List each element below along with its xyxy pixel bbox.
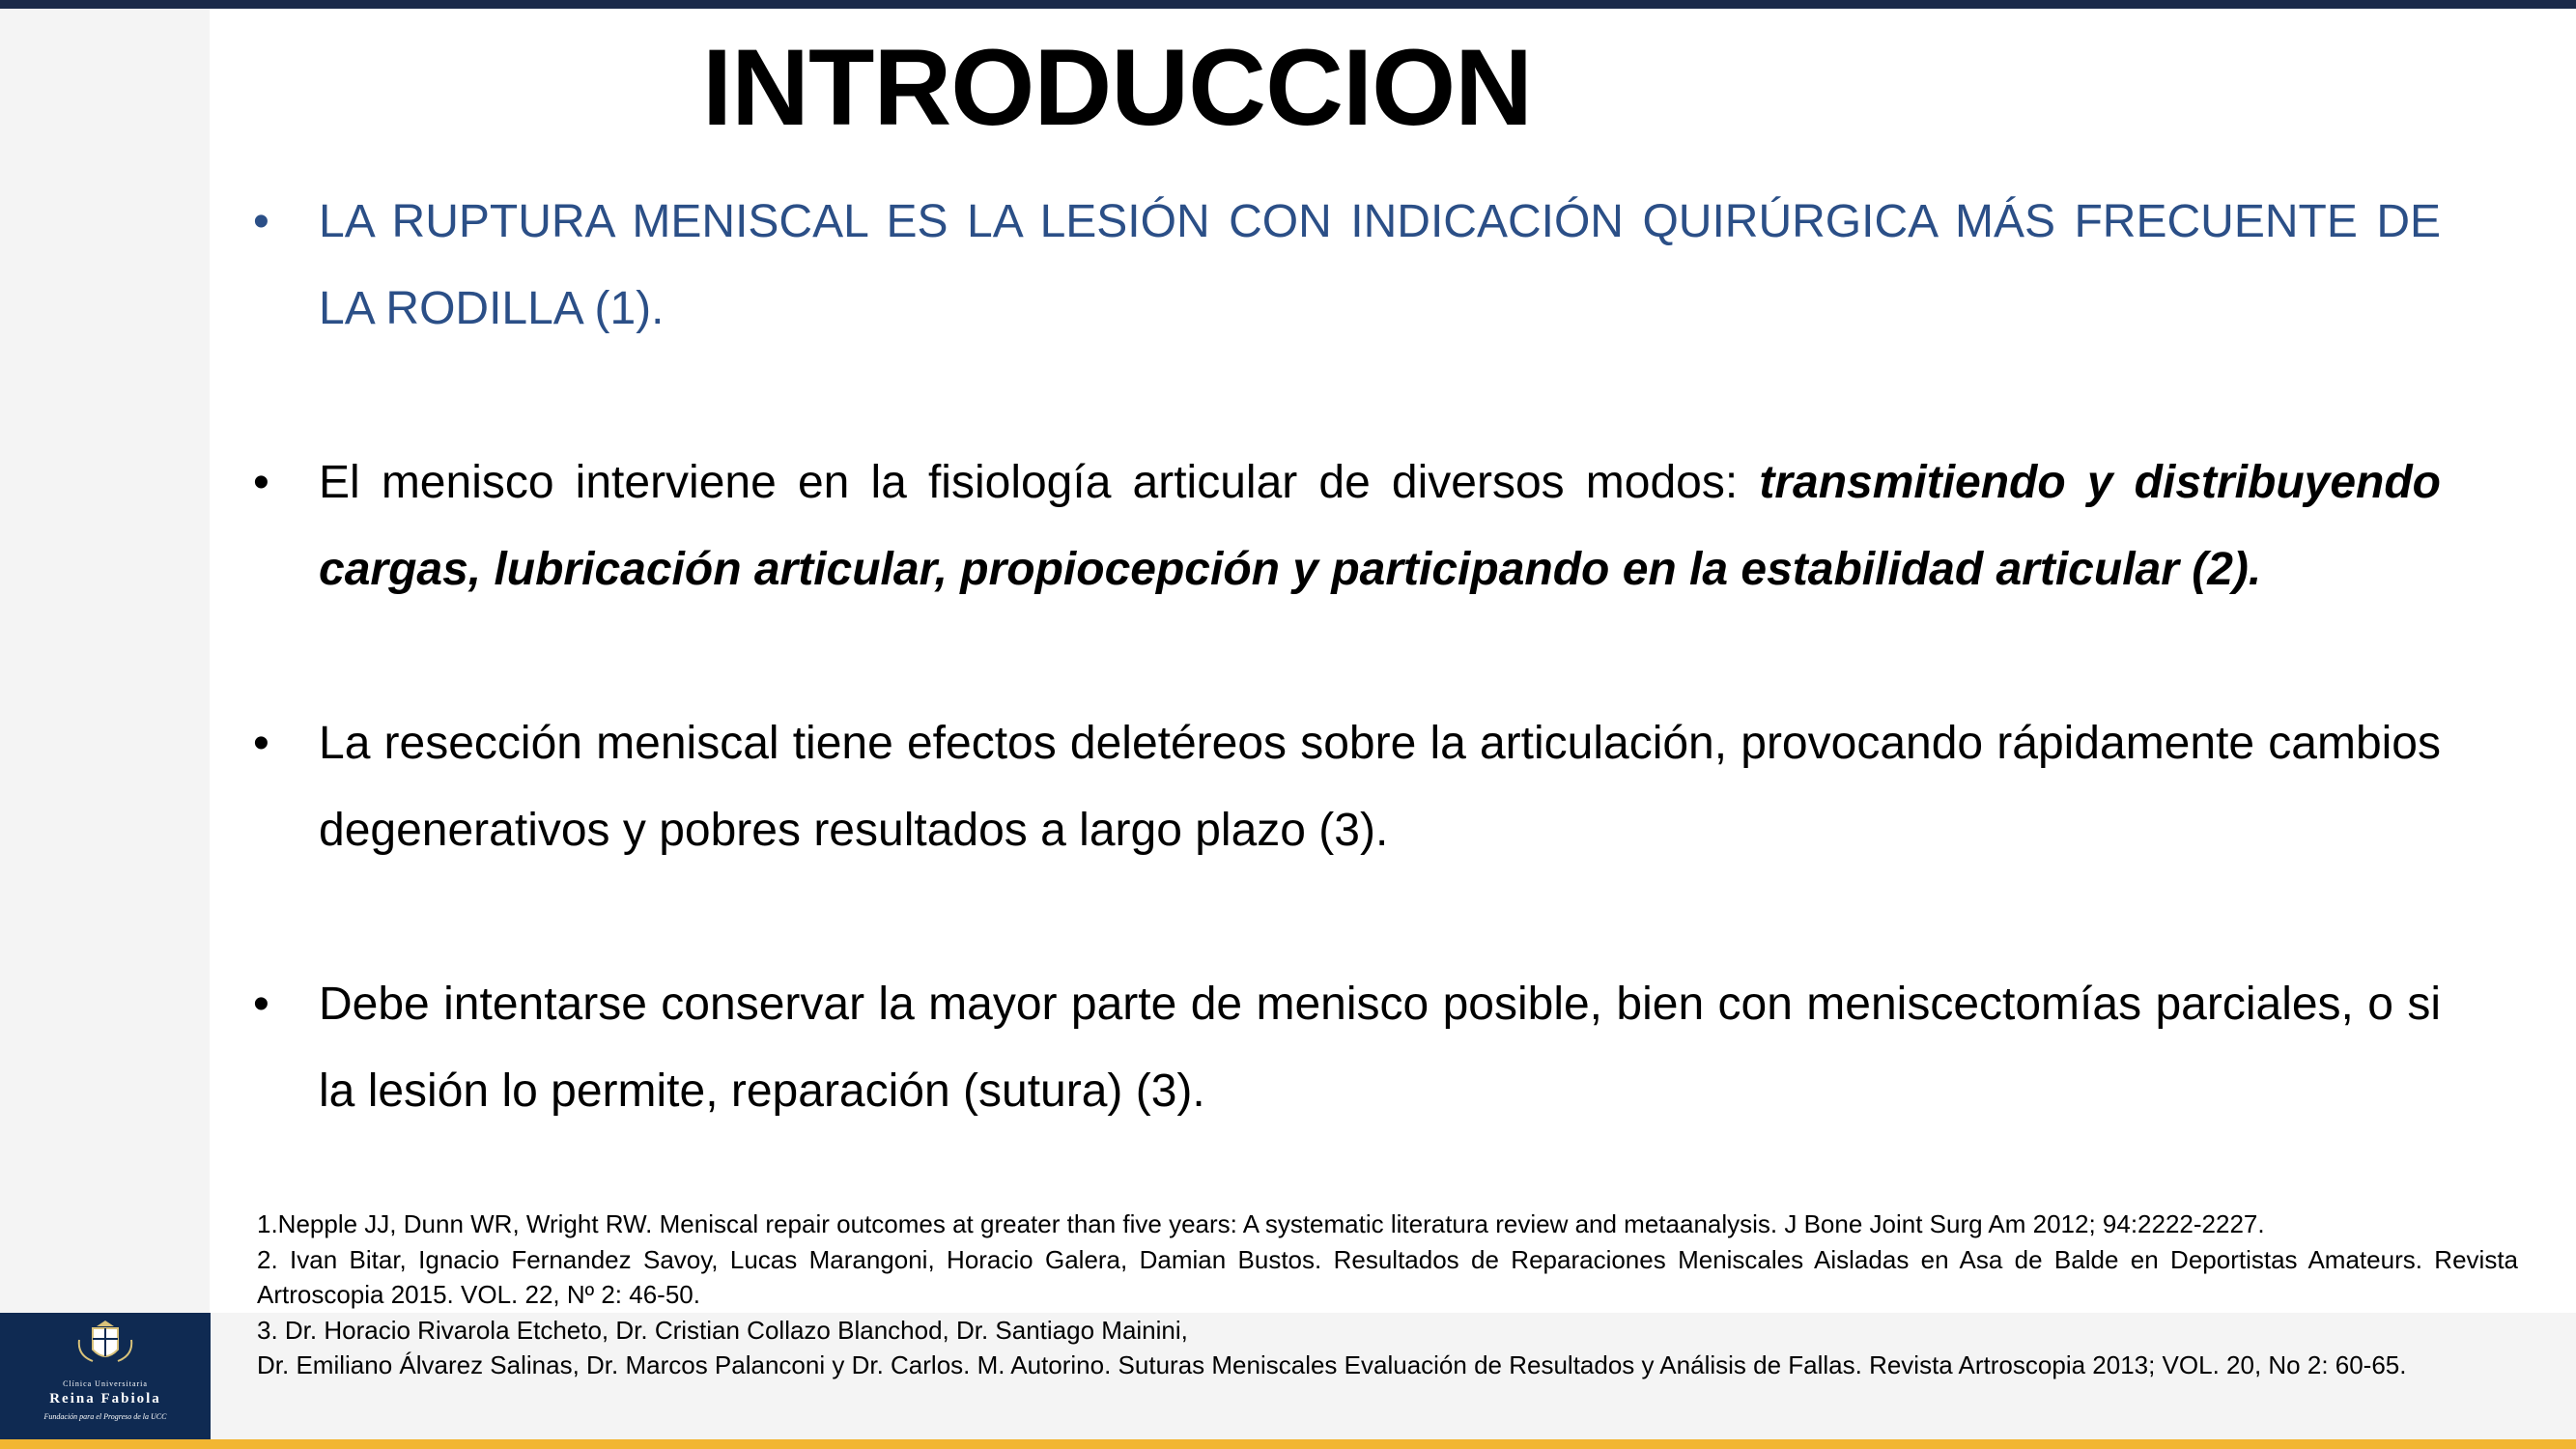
bullet-list (253, 179, 2441, 1135)
top-accent-bar (0, 0, 2576, 9)
reference-item: Dr. Emiliano Álvarez Salinas, Dr. Marcos Palanconi y Dr. Carlos. M. Autorino. Suturas Meniscales Evaluación de Resultados y Análisis de Fallas. Revista Artroscopia 2013; VOL. 20, No 2: 60-65. (257, 1350, 2407, 1379)
slide-title: INTRODUCCION (702, 27, 1533, 148)
bullet-icon: • (253, 457, 269, 508)
logo-name: Reina Fabiola (49, 1391, 161, 1406)
bullet-icon: • (253, 196, 269, 247)
reference-item: 2. Ivan Bitar, Ignacio Fernandez Savoy, Lucas Marangoni, Horacio Galera, Damian Bustos. Resultados de Reparaciones Meniscales Aisladas en Asa de Balde en Deportistas Amateurs. Revista Artroscopia 2015. VOL. 22, Nº 2: 46-50. (257, 1244, 2518, 1309)
bullet-text: La resección meniscal tiene efectos deletéreos sobre la articulación, provocando rápidamente cambios degenerativos y pobres resultados a largo plazo (3). (319, 718, 2441, 856)
bullet-text: Debe intentarse conservar la mayor parte de menisco posible, bien con meniscectomías parciales, o si la lesión lo permite, reparación (sutura) (3). (319, 979, 2441, 1117)
bullet-emphasis: transmitiendo y distribuyendo cargas, lubricación articular, propiocepción y participando en la estabilidad articular (2). (319, 457, 2442, 595)
bullet-text: LA RUPTURA MENISCAL ES LA LESIÓN CON INDICACIÓN QUIRÚRGICA MÁS FRECUENTE DE LA RODILLA (1). (319, 196, 2441, 334)
bullet-item (253, 440, 2441, 613)
bullet-text: El menisco interviene en la fisiología articular de diversos modos: (319, 457, 1760, 508)
crest-icon (0, 1313, 211, 1380)
bottom-accent-bar (0, 1439, 2576, 1449)
reference-item: 3. Dr. Horacio Rivarola Etcheto, Dr. Cristian Collazo Blanchod, Dr. Santiago Mainini, (257, 1315, 1188, 1345)
reference-item: 1.Nepple JJ, Dunn WR, Wright RW. Meniscal repair outcomes at greater than five years: A systematic literatura review and metaanalysis. J Bone Joint Surg Am 2012; 94:2222-2227. (257, 1209, 2265, 1238)
logo-tagline: Fundación para el Progreso de la UCC (43, 1412, 167, 1421)
bullet-item (253, 700, 2441, 874)
logo-subtitle: Clínica Universitaria (63, 1379, 148, 1388)
bullet-icon: • (253, 718, 269, 769)
references (257, 1207, 2518, 1383)
left-side-panel (0, 9, 210, 1313)
bullet-item (253, 179, 2441, 353)
bullet-icon: • (253, 979, 269, 1030)
bullet-item (253, 961, 2441, 1135)
clinic-logo (0, 1313, 211, 1439)
